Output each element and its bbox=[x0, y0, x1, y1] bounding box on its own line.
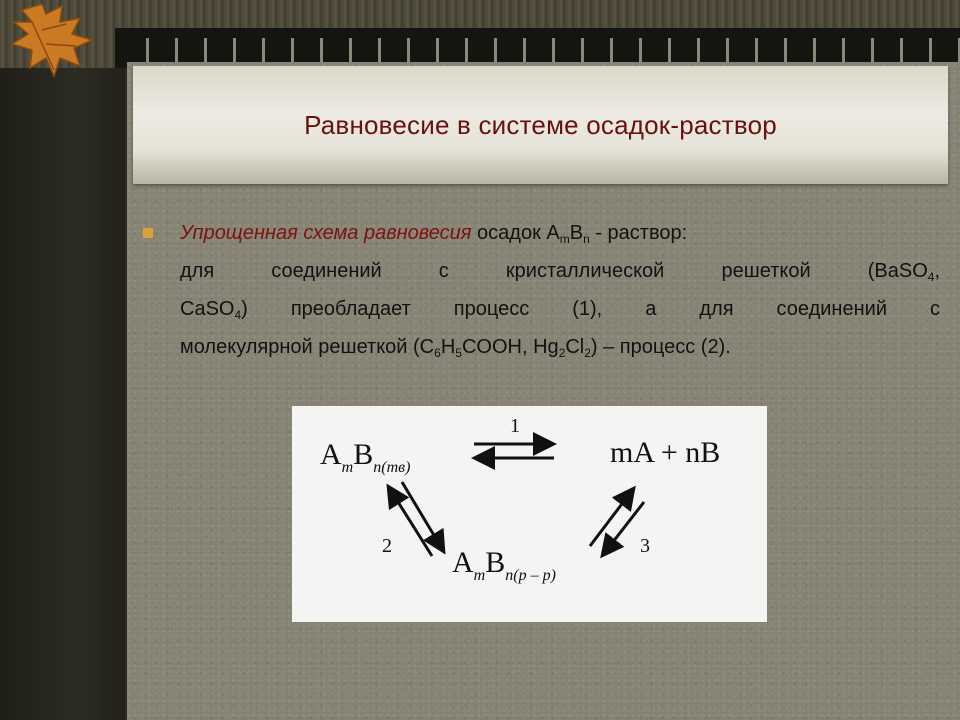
arrow-down-3 bbox=[602, 502, 644, 556]
bullet-text-part: осадок bbox=[471, 222, 547, 244]
bullet-line-4 bbox=[180, 328, 940, 366]
bullet-line-1 bbox=[180, 214, 940, 252]
formula-part: A bbox=[546, 222, 560, 244]
equilibrium-diagram bbox=[292, 406, 767, 622]
bullet-text-part: - раствор: bbox=[589, 222, 688, 244]
autumn-leaf-icon bbox=[2, 0, 112, 80]
formula-subscript: 4 bbox=[927, 270, 935, 284]
label-process-1: 1 bbox=[510, 415, 520, 437]
formula-subscript: 2 bbox=[584, 346, 591, 360]
formula-part: B bbox=[569, 222, 584, 244]
bullet-text-part: ) преобладает процесс (1), а для соединений с bbox=[241, 298, 940, 320]
left-decor-strip bbox=[0, 0, 125, 720]
equilibrium-diagram-svg bbox=[292, 406, 767, 622]
arrow-up-3 bbox=[590, 488, 634, 546]
formula-subscript: 5 bbox=[455, 346, 462, 360]
bullet-text-part: , bbox=[934, 260, 940, 282]
formula-subscript: m bbox=[559, 232, 570, 246]
bullet-text-part: для соединений с кристаллической решеткой (BaSO bbox=[180, 260, 928, 282]
label-process-2: 2 bbox=[382, 535, 392, 557]
species-solid: $A_mB_{n(тв)}$ bbox=[320, 438, 411, 476]
bullet-text-part: молекулярной решеткой (C bbox=[180, 336, 435, 358]
species-dissolved: $A_mB_{n(р - р)}$ bbox=[452, 546, 556, 584]
formula-subscript: 4 bbox=[234, 308, 242, 322]
formula-subscript: n bbox=[583, 232, 590, 246]
bullet-line-2 bbox=[180, 252, 940, 290]
bullet-text bbox=[180, 214, 940, 366]
top-dash-decoration bbox=[120, 38, 960, 64]
bullet-text-part: CaSO bbox=[180, 298, 235, 320]
bullet-emphasis: Упрощенная схема равновесия bbox=[180, 222, 472, 244]
bullet-text-part: H bbox=[440, 336, 456, 358]
bullet-text-part: COOH, Hg bbox=[461, 336, 559, 358]
slide-title: Равновесие в системе осадок-раствор bbox=[304, 110, 777, 140]
bullet-text-part: ) – процесс (2). bbox=[590, 336, 731, 358]
bullet-text-part: Cl bbox=[565, 336, 585, 358]
bullet-marker-icon bbox=[143, 228, 153, 238]
label-process-3: 3 bbox=[640, 535, 650, 557]
title-bar bbox=[133, 66, 948, 184]
formula-subscript: 2 bbox=[558, 346, 566, 360]
formula-subscript: 6 bbox=[434, 346, 441, 360]
species-ions: mA + nB bbox=[610, 436, 721, 469]
bullet-line-3 bbox=[180, 290, 940, 328]
